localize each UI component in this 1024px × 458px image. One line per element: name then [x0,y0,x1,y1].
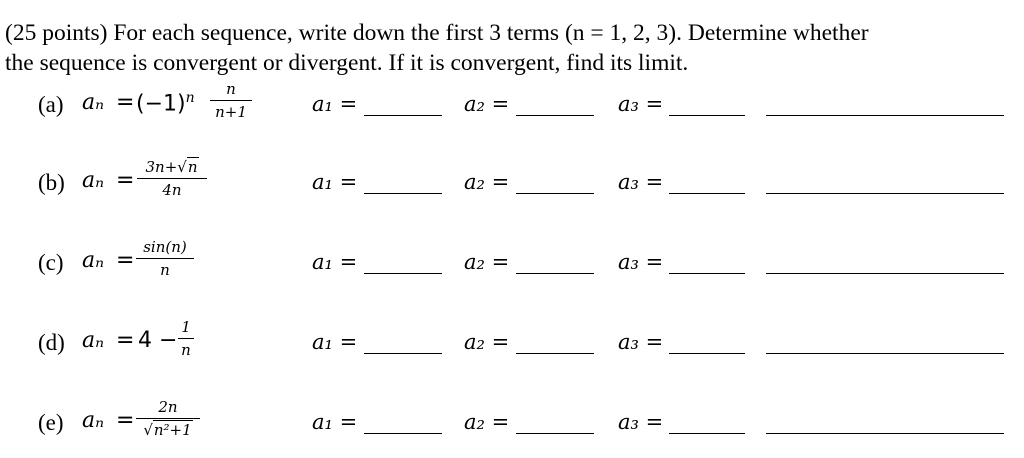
part-b-a1-blank[interactable] [364,193,442,194]
part-b-numerator: 3n+√n [145,158,198,176]
part-c-fraction [136,238,194,279]
part-e-a1-label: a₁ = [312,410,358,434]
part-e-convergence-blank[interactable] [766,433,1004,434]
instructions-line-1: (25 points) For each sequence, write down the first 3 terms (n = 1, 2, 3). Determine whether [5,20,869,46]
part-b-a2-blank[interactable] [516,193,594,194]
part-b-convergence-blank[interactable] [766,193,1004,194]
part-a-convergence-blank[interactable] [766,115,1004,116]
part-b-a2-label: a₂ = [464,170,510,194]
part-e-a3-blank[interactable] [669,433,745,434]
part-d-label: (d) [38,330,65,355]
part-e-a3-label: a₃ = [618,410,664,434]
part-e-a2-blank[interactable] [516,433,594,434]
part-c-a1-blank[interactable] [364,273,442,274]
part-b-a3-blank[interactable] [669,193,745,194]
part-b-fraction [137,158,207,199]
part-a-a2-blank[interactable] [516,115,594,116]
part-a-a3-blank[interactable] [669,115,745,116]
part-e-lhs: aₙ [82,408,105,433]
part-c-a2-label: a₂ = [464,250,510,274]
part-a-equals: = [116,90,135,115]
part-d-a1-blank[interactable] [364,353,442,354]
part-b-label: (b) [38,170,65,195]
part-a-lhs: aₙ [82,90,105,115]
part-e-a2-label: a₂ = [464,410,510,434]
part-c-a3-label: a₃ = [618,250,664,274]
part-c-convergence-blank[interactable] [766,273,1004,274]
part-e-a1-blank[interactable] [364,433,442,434]
problem-instructions [5,18,1015,78]
instructions-line-2: the sequence is convergent or divergent. If it is convergent, find its limit. [5,50,689,76]
part-c-equals: = [116,248,135,273]
part-b-equals: = [116,168,135,193]
part-d-numerator: 1 [181,318,191,336]
part-a-row [0,80,1024,140]
part-a-fraction [210,80,252,121]
part-d-a1-label: a₁ = [312,330,358,354]
part-d-a2-blank[interactable] [516,353,594,354]
part-d-denominator: n [181,341,191,359]
part-d-equals: = [116,328,135,353]
part-d-lhs: aₙ [82,328,105,353]
part-d-row [0,318,1024,378]
part-c-row [0,238,1024,298]
part-c-denominator: n [160,261,170,279]
part-a-a2-label: a₂ = [464,92,510,116]
part-b-lhs: aₙ [82,168,105,193]
part-d-convergence-blank[interactable] [766,353,1004,354]
part-d-a2-label: a₂ = [464,330,510,354]
part-a-a1-label: a₁ = [312,92,358,116]
part-c-numerator: sin(n) [143,238,187,256]
part-d-a3-blank[interactable] [669,353,745,354]
part-e-equals: = [116,408,135,433]
part-e-row [0,398,1024,458]
part-e-denominator: √n²+1 [143,421,192,439]
part-a-numerator: n [226,80,236,98]
part-e-label: (e) [38,410,64,435]
part-d-fraction [178,318,194,359]
part-a-prefix: $(-1)^n$ [136,90,195,117]
part-b-denominator: 4n [162,181,182,199]
part-e-fraction [136,398,200,439]
part-c-a1-label: a₁ = [312,250,358,274]
part-b-a1-label: a₁ = [312,170,358,194]
part-c-a3-blank[interactable] [669,273,745,274]
part-b-a3-label: a₃ = [618,170,664,194]
part-d-a3-label: a₃ = [618,330,664,354]
part-c-label: (c) [38,250,64,275]
part-a-denominator: n+1 [215,103,247,121]
part-c-a2-blank[interactable] [516,273,594,274]
part-a-a3-label: a₃ = [618,92,664,116]
part-c-lhs: aₙ [82,248,105,273]
part-a-a1-blank[interactable] [364,115,442,116]
part-e-numerator: 2n [158,398,178,416]
part-b-row [0,158,1024,218]
part-d-prefix: 4 − [138,328,178,353]
part-a-label: (a) [38,92,64,117]
